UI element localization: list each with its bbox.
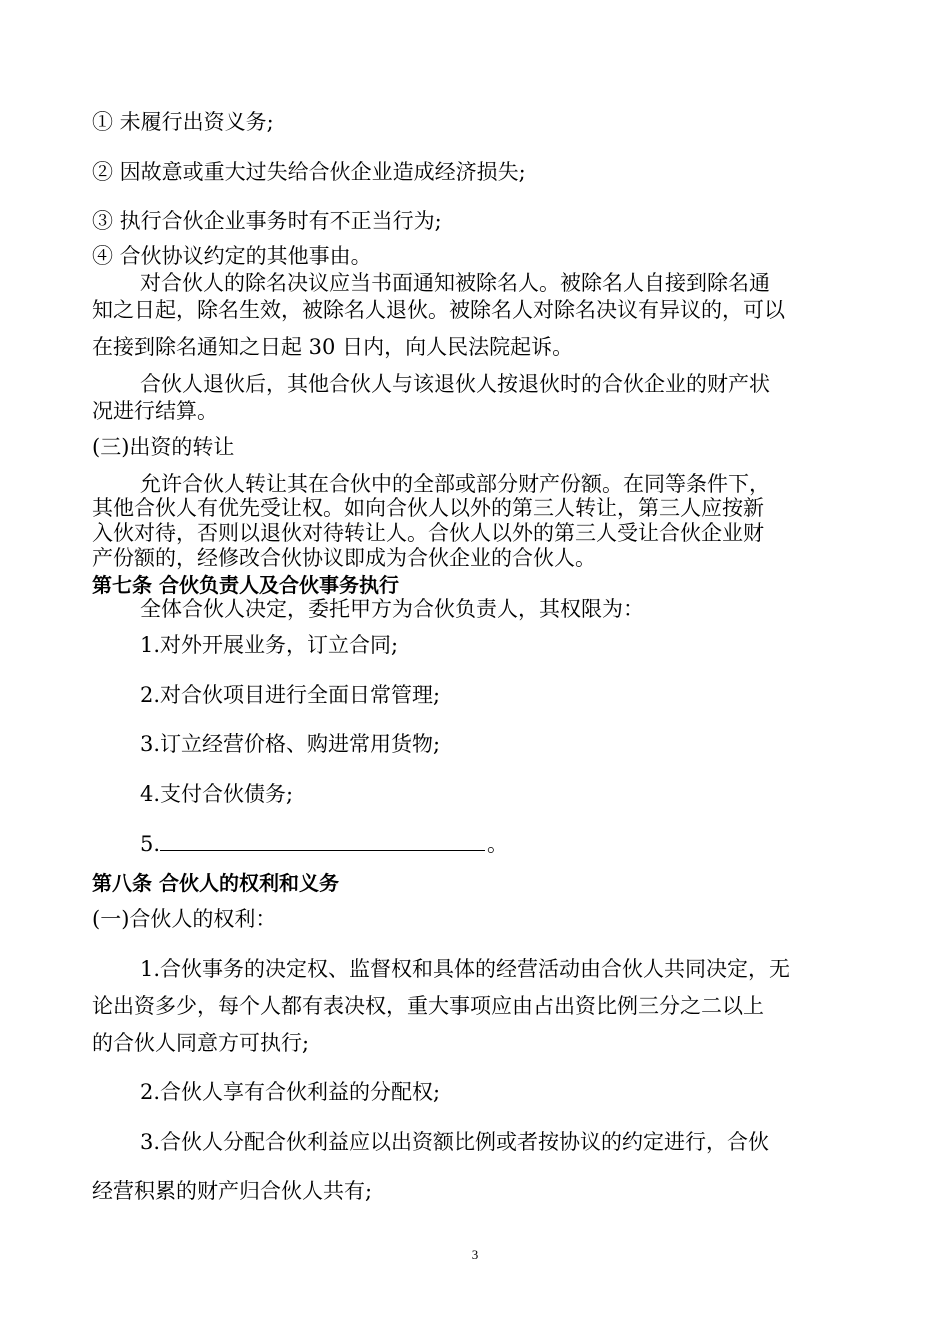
section-heading: (一)合伙人的权利： — [92, 907, 277, 931]
paragraph-line: 在接到除名通知之日起 30 日内，向人民法院起诉。 — [92, 335, 574, 359]
list-item: 3.订立经营价格、购进常用货物; — [140, 732, 441, 756]
list-item-4: ④ 合伙协议约定的其他事由。 — [92, 244, 372, 268]
article-heading: 第七条 合伙负责人及合伙事务执行 — [92, 573, 399, 597]
paragraph-line: 对合伙人的除名决议应当书面通知被除名人。被除名人自接到除名通 — [140, 271, 770, 295]
paragraph-line: 知之日起，除名生效，被除名人退伙。被除名人对除名决议有异议的，可以 — [92, 298, 785, 322]
paragraph-line: 允许合伙人转让其在合伙中的全部或部分财产份额。在同等条件下， — [140, 472, 770, 496]
paragraph-line: 合伙人退伙后，其他合伙人与该退伙人按退伙时的合伙企业的财产状 — [140, 372, 770, 396]
item-number: 5. — [140, 832, 161, 856]
paragraph-line: 3.合伙人分配合伙利益应以出资额比例或者按协议的约定进行，合伙 — [140, 1130, 770, 1154]
list-item: 1.对外开展业务，订立合同; — [140, 633, 399, 657]
paragraph-line: 论出资多少，每个人都有表决权，重大事项应由占出资比例三分之二以上 — [92, 994, 764, 1018]
list-item: 2.对合伙项目进行全面日常管理; — [140, 683, 441, 707]
paragraph-line: 入伙对待，否则以退伙对待转让人。合伙人以外的第三人受让合伙企业财 — [92, 521, 764, 545]
paragraph-line: 产份额的，经修改合伙协议即成为合伙企业的合伙人。 — [92, 546, 596, 570]
list-item: 4.支付合伙债务; — [140, 782, 294, 806]
list-item-1: ① 未履行出资义务; — [92, 110, 274, 134]
fill-in-blank — [160, 830, 485, 851]
paragraph-line: 经营积累的财产归合伙人共有; — [92, 1179, 373, 1203]
list-item-2: ② 因故意或重大过失给合伙企业造成经济损失; — [92, 160, 526, 184]
page-number: 3 — [471, 1247, 479, 1262]
list-item-blank — [140, 830, 862, 857]
item-end: 。 — [487, 832, 509, 856]
paragraph-line: 其他合伙人有优先受让权。如向合伙人以外的第三人转让，第三人应按新 — [92, 496, 764, 520]
paragraph-line: 况进行结算。 — [92, 399, 218, 423]
paragraph-line: 全体合伙人决定，委托甲方为合伙负责人，其权限为： — [140, 597, 644, 621]
list-item-3: ③ 执行合伙企业事务时有不正当行为; — [92, 209, 442, 233]
paragraph-line: 2.合伙人享有合伙利益的分配权; — [140, 1080, 441, 1104]
paragraph-line: 的合伙人同意方可执行; — [92, 1031, 310, 1055]
section-heading: (三)出资的转让 — [92, 435, 235, 459]
paragraph-line: 1.合伙事务的决定权、监督权和具体的经营活动由合伙人共同决定，无 — [140, 957, 791, 981]
article-heading: 第八条 合伙人的权利和义务 — [92, 871, 339, 895]
